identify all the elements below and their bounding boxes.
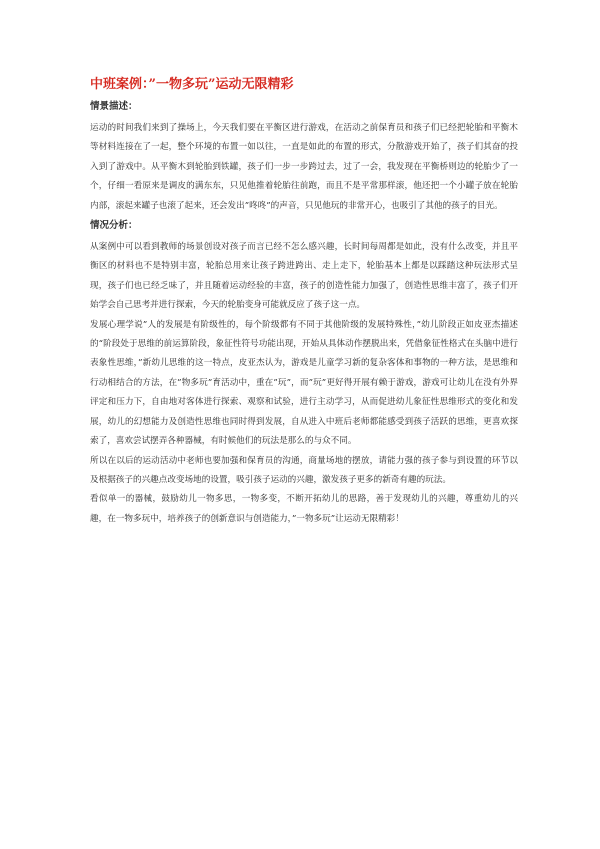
section-heading-scenario: 情景描述： bbox=[90, 101, 138, 112]
scenario-paragraph: 运动的时间我们来到了操场上，今天我们要在平衡区进行游戏，在活动之前保育员和孩子们已经把轮胎和平衡木等材料连接在了一起，整个环境的布置一如以往，一直是如此的布置的形式，分散游戏开始了，孩子们其奋的投入到了游戏中。从平衡木到轮胎到铁罐，孩子们一步一步跨过去，过了一会，我发现在平衡桥则边的轮胎少了一个，仔细一看原来是调皮的满东东，只见他推着轮胎往前跑，而且不是平常那样滚，他还把一个小罐子放在轮胎内部，滚起来罐子也滚了起来，还会发出”咚咚”的声音，只见他玩的非常开心，也吸引了其他的孩子的目光。 bbox=[90, 123, 518, 211]
section-heading-analysis: 情况分析： bbox=[90, 220, 138, 232]
analysis-paragraph-1: 从案例中可以看到教师的场景创设对孩子而言已经不怎么感兴趣，长时间每周都是如此，没有什么改变，并且平衡区的材料也不是特别丰富，轮胎总用来让孩子跨进跨出、走上走下，轮胎基本上都是以踩踏这种玩法形式呈现，孩子们也已经乏味了，并且随着运动经验的丰富，孩子的创造性能力加强了，创造性思维丰富了，孩子们开始学会自己思考并进行探索，今天的轮胎变身可能就反应了孩子这一点。 bbox=[90, 242, 518, 311]
analysis-paragraph-2: 发展心理学说”人的发展是有阶级性的，每个阶级都有不同于其他阶级的发展特殊性，”幼儿阶段正如皮亚杰描述的“阶段处于思维的前运算阶段，象征性符号功能出现，开始从具体动作摆脱出来，凭借象征性格式在头脑中进行表象性思维，”新幼儿思维的这一特点，皮亚杰认为，游戏是儿童学习新的复杂客体和事物的一种方法，是思维和行动相结合的方法，在”物多玩”育活动中，重在”玩”，而”玩”更好得开展有赖于游戏，游戏可让幼儿在没有外界评定和压力下，自由地对客体进行探索、观察和试验，进行主动学习，从而促进幼儿象征性思维形式的变化和发展，幼儿的幻想能力及创造性思维也同时得到发展，自从进入中班后老师都能感受到孩子活跃的思维，更喜欢探索了，喜欢尝试摆弄各种器械，有时候他们的玩法是那么的与众不同。 bbox=[90, 319, 518, 447]
document-title: 中班案例：”一物多玩”运动无限精彩 bbox=[90, 77, 294, 92]
analysis-paragraph-3: 所以在以后的运动活动中老师也要加强和保育员的沟通，商量场地的摆放，请能力强的孩子参与到设置的环节以及根据孩子的兴趣点改变场地的设置，吸引孩子运动的兴趣，激发孩子更多的新奇有趣的玩法。 bbox=[90, 455, 518, 485]
document-page bbox=[90, 76, 518, 529]
analysis-paragraph-4: 看似单一的器械，鼓励幼儿一物多思，一物多变，不断开拓幼儿的思路，善于发现幼儿的兴趣，尊重幼儿的兴趣，在一物多玩中，培养孩子的创新意识与创造能力，”一物多玩”让运动无限精彩！ bbox=[90, 494, 518, 524]
